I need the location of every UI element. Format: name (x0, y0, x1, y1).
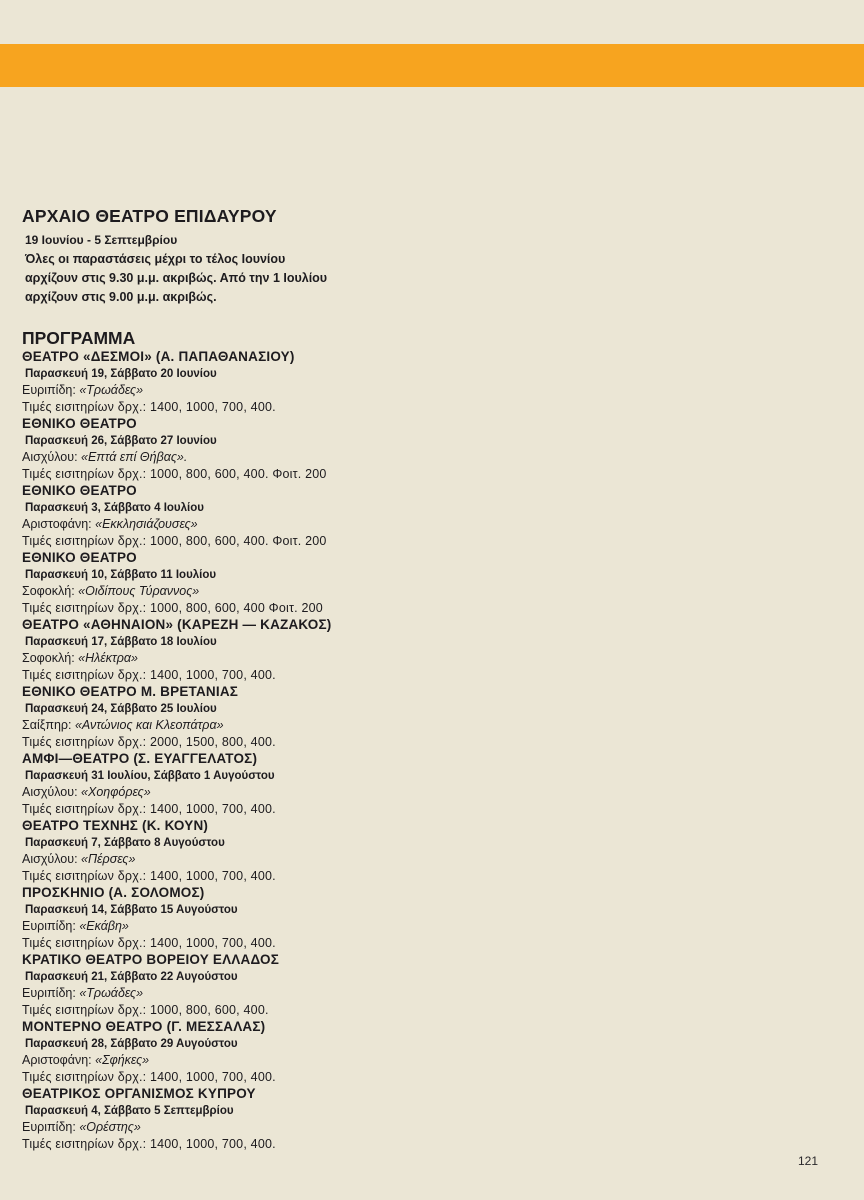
ticket-prices: Τιμές εισιτηρίων δρχ.: 1400, 1000, 700, 400. (22, 868, 276, 883)
orange-header-band (0, 44, 864, 87)
intro-note-line: αρχίζουν στις 9.30 μ.μ. ακριβώς. Από την 1 Ιουλίου (25, 271, 328, 285)
program-entry (22, 683, 822, 750)
author: Σοφοκλή: (22, 584, 79, 598)
play-title: «Τρωάδες» (79, 986, 144, 1000)
ticket-prices: Τιμές εισιτηρίων δρχ.: 1400, 1000, 700, 400. (22, 1069, 276, 1084)
ticket-prices: Τιμές εισιτηρίων δρχ.: 1000, 800, 600, 400. (22, 1002, 269, 1017)
performance-dates: Παρασκευή 10, Σάββατο 11 Ιουλίου (25, 569, 217, 581)
play-title: «Εκκλησιάζουσες» (95, 517, 198, 531)
play-title: «Οιδίπους Τύραννος» (78, 584, 200, 598)
program-entry (22, 750, 822, 817)
play-line (22, 650, 822, 667)
program-heading: ΠΡΟΓΡΑΜΜΑ (22, 328, 136, 348)
author: Σαίξπηρ: (22, 718, 75, 732)
play-title: «Πέρσες» (81, 852, 136, 866)
troupe-name: ΘΕΑΤΡΟ «ΑΘΗΝΑΙΟΝ» (ΚΑΡΕΖΗ — ΚΑΖΑΚΟΣ) (22, 617, 332, 632)
play-title: «Ηλέκτρα» (78, 651, 138, 665)
ticket-prices: Τιμές εισιτηρίων δρχ.: 1400, 1000, 700, 400. (22, 399, 276, 414)
festival-period: 19 Ιουνίου - 5 Σεπτεμβρίου (25, 233, 178, 247)
program-entry (22, 616, 822, 683)
intro-block (25, 231, 822, 307)
page-title: ΑΡΧΑΙΟ ΘΕΑΤΡΟ ΕΠΙΔΑΥΡΟΥ (22, 206, 277, 226)
ticket-prices: Τιμές εισιτηρίων δρχ.: 1000, 800, 600, 400. Φοιτ. 200 (22, 466, 327, 481)
ticket-prices: Τιμές εισιτηρίων δρχ.: 1400, 1000, 700, 400. (22, 801, 276, 816)
author: Αισχύλου: (22, 450, 82, 464)
author: Ευριπίδη: (22, 986, 80, 1000)
performance-dates: Παρασκευή 31 Ιουλίου, Σάββατο 1 Αυγούστου (25, 770, 275, 782)
play-line (22, 784, 822, 801)
play-line (22, 918, 822, 935)
play-line (22, 583, 822, 600)
ticket-prices: Τιμές εισιτηρίων δρχ.: 1000, 800, 600, 400. Φοιτ. 200 (22, 533, 327, 548)
ticket-prices: Τιμές εισιτηρίων δρχ.: 1400, 1000, 700, 400. (22, 667, 276, 682)
program-entry (22, 1085, 822, 1152)
program-entry (22, 1018, 822, 1085)
ticket-prices: Τιμές εισιτηρίων δρχ.: 1400, 1000, 700, 400. (22, 935, 276, 950)
author: Σοφοκλή: (22, 651, 79, 665)
play-line (22, 985, 822, 1002)
performance-dates: Παρασκευή 14, Σάββατο 15 Αυγούστου (25, 904, 238, 916)
performance-dates: Παρασκευή 4, Σάββατο 5 Σεπτεμβρίου (25, 1105, 234, 1117)
ticket-prices: Τιμές εισιτηρίων δρχ.: 1000, 800, 600, 400 Φοιτ. 200 (22, 600, 323, 615)
play-line (22, 851, 822, 868)
program-entry (22, 817, 822, 884)
performance-dates: Παρασκευή 28, Σάββατο 29 Αυγούστου (25, 1038, 238, 1050)
program-entry (22, 884, 822, 951)
play-title: «Εκάβη» (79, 919, 129, 933)
play-line (22, 717, 822, 734)
troupe-name: ΠΡΟΣΚΗΝΙΟ (Α. ΣΟΛΟΜΟΣ) (22, 885, 205, 900)
play-line (22, 1052, 822, 1069)
troupe-name: ΕΘΝΙΚΟ ΘΕΑΤΡΟ Μ. ΒΡΕΤΑΝΙΑΣ (22, 684, 239, 699)
program-entry (22, 348, 822, 415)
performance-dates: Παρασκευή 3, Σάββατο 4 Ιουλίου (25, 502, 204, 514)
program-list (22, 348, 822, 1152)
play-title: «Τρωάδες» (79, 383, 144, 397)
intro-note-line: Όλες οι παραστάσεις μέχρι το τέλος Ιουνίου (25, 252, 286, 266)
program-entry (22, 951, 822, 1018)
author: Αισχύλου: (22, 852, 82, 866)
play-title: «Επτά επί Θήβας». (81, 450, 188, 464)
program-entry (22, 549, 822, 616)
play-line (22, 382, 822, 399)
author: Αριστοφάνη: (22, 1053, 96, 1067)
troupe-name: ΜΟΝΤΕΡΝΟ ΘΕΑΤΡΟ (Γ. ΜΕΣΣΑΛΑΣ) (22, 1019, 266, 1034)
ticket-prices: Τιμές εισιτηρίων δρχ.: 1400, 1000, 700, 400. (22, 1136, 276, 1151)
author: Ευριπίδη: (22, 919, 80, 933)
intro-note-line: αρχίζουν στις 9.00 μ.μ. ακριβώς. (25, 290, 217, 304)
play-line (22, 516, 822, 533)
troupe-name: ΘΕΑΤΡΙΚΟΣ ΟΡΓΑΝΙΣΜΟΣ ΚΥΠΡΟΥ (22, 1086, 256, 1101)
program-entry (22, 482, 822, 549)
program-entry (22, 415, 822, 482)
program-content (22, 205, 822, 1152)
play-line (22, 1119, 822, 1136)
troupe-name: ΕΘΝΙΚΟ ΘΕΑΤΡΟ (22, 416, 137, 431)
author: Αισχύλου: (22, 785, 82, 799)
play-title: «Σφήκες» (95, 1053, 150, 1067)
author: Αριστοφάνη: (22, 517, 96, 531)
play-title: «Χοηφόρες» (81, 785, 151, 799)
performance-dates: Παρασκευή 21, Σάββατο 22 Αυγούστου (25, 971, 238, 983)
performance-dates: Παρασκευή 24, Σάββατο 25 Ιουλίου (25, 703, 217, 715)
author: Ευριπίδη: (22, 383, 80, 397)
troupe-name: ΑΜΦΙ—ΘΕΑΤΡΟ (Σ. ΕΥΑΓΓΕΛΑΤΟΣ) (22, 751, 258, 766)
performance-dates: Παρασκευή 26, Σάββατο 27 Ιουνίου (25, 435, 217, 447)
troupe-name: ΘΕΑΤΡΟ «ΔΕΣΜΟΙ» (Α. ΠΑΠΑΘΑΝΑΣΙΟΥ) (22, 349, 295, 364)
play-line (22, 449, 822, 466)
performance-dates: Παρασκευή 19, Σάββατο 20 Ιουνίου (25, 368, 217, 380)
performance-dates: Παρασκευή 7, Σάββατο 8 Αυγούστου (25, 837, 225, 849)
page-number: 121 (798, 1154, 819, 1168)
troupe-name: ΘΕΑΤΡΟ ΤΕΧΝΗΣ (Κ. ΚΟΥΝ) (22, 818, 209, 833)
play-title: «Αντώνιος και Κλεοπάτρα» (74, 718, 224, 732)
play-title: «Ορέστης» (79, 1120, 141, 1134)
performance-dates: Παρασκευή 17, Σάββατο 18 Ιουλίου (25, 636, 217, 648)
troupe-name: ΕΘΝΙΚΟ ΘΕΑΤΡΟ (22, 483, 137, 498)
ticket-prices: Τιμές εισιτηρίων δρχ.: 2000, 1500, 800, 400. (22, 734, 276, 749)
troupe-name: ΕΘΝΙΚΟ ΘΕΑΤΡΟ (22, 550, 137, 565)
troupe-name: ΚΡΑΤΙΚΟ ΘΕΑΤΡΟ ΒΟΡΕΙΟΥ ΕΛΛΑΔΟΣ (22, 952, 279, 967)
author: Ευριπίδη: (22, 1120, 80, 1134)
